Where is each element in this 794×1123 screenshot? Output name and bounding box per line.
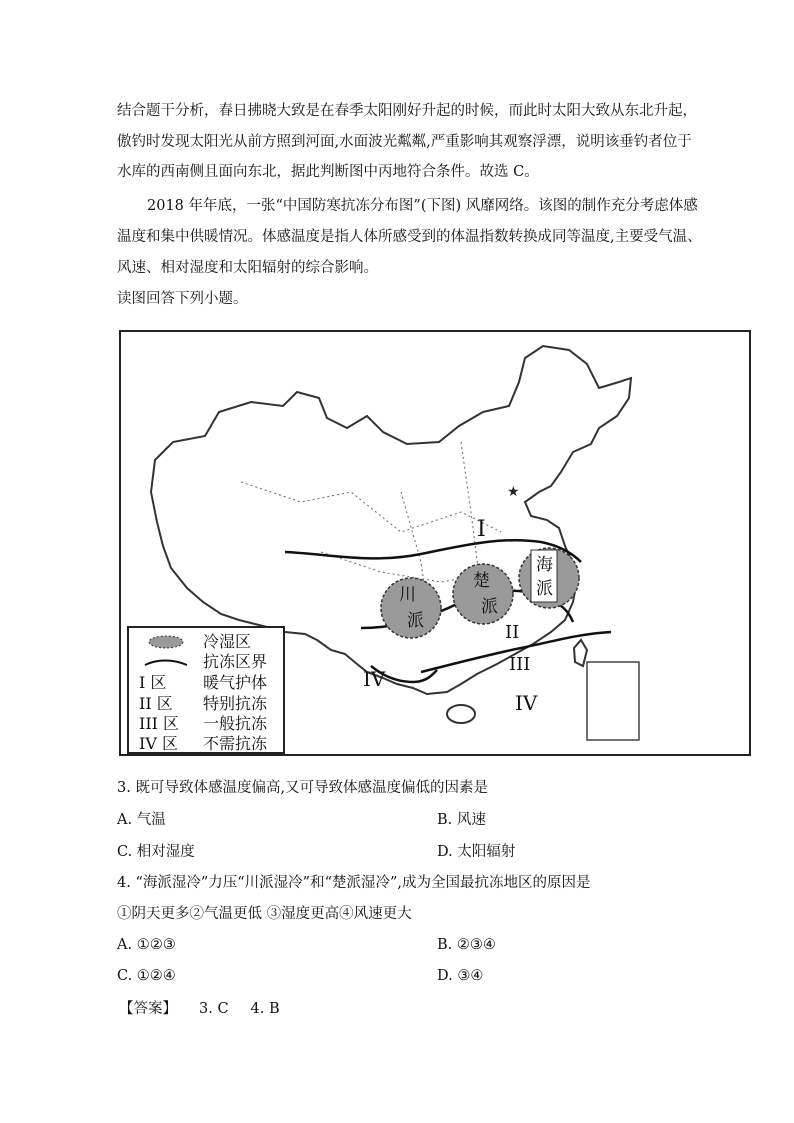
legend-row-cold-wet <box>129 632 285 652</box>
legend-zone1-text: 暖气护体 <box>203 673 268 692</box>
legend-zone3-code: III 区 <box>139 714 180 733</box>
legend-zone4-text: 不需抗冻 <box>203 734 268 753</box>
legend-zone3-text: 一般抗冻 <box>203 714 268 733</box>
legend-row-zone4 <box>129 734 285 754</box>
zone-I-label: I <box>477 517 486 542</box>
answer-q3: 3. C <box>199 1001 229 1017</box>
q3-option-d[interactable]: D. 太阳辐射 <box>437 844 516 860</box>
q4-option-c[interactable]: C. ①②④ <box>117 968 176 984</box>
legend-cold-wet-label: 冷湿区 <box>203 632 252 651</box>
south-china-sea-inset <box>587 662 639 740</box>
cold-wet-swatch <box>147 635 185 649</box>
zone-II-label: II <box>505 622 520 643</box>
legend-row-zone3 <box>129 714 285 734</box>
chu-char: 楚 <box>473 571 490 591</box>
hai-pai-char: 派 <box>536 579 553 599</box>
boundary-swatch <box>143 658 189 668</box>
legend-zone1-code: I 区 <box>139 673 167 692</box>
passage-line-1: 2018 年年底，一张“中国防寒抗冻分布图”(下图) 风靡网络。该图的制作充分考虑体感 <box>147 198 698 214</box>
chuan-pai-char: 派 <box>407 611 424 631</box>
chuan-char: 川 <box>399 585 416 605</box>
q4-option-a[interactable]: A. ①②③ <box>117 937 176 953</box>
passage-line-4: 读图回答下列小题。 <box>117 291 248 307</box>
legend-row-zone2 <box>129 694 285 714</box>
q3-stem: 3. 既可导致体感温度偏高,又可导致体感温度偏低的因素是 <box>117 780 489 796</box>
passage-line-2: 温度和集中供暖情况。体感温度是指人体所感受到的体温指数转换成同等温度,主要受气温、 <box>117 229 702 245</box>
zone-III-label: III <box>509 654 531 675</box>
intro-line-2: 傲钓时发现太阳光从前方照到河面,水面波光粼粼,严重影响其观察浮漂，说明该垂钓者位于 <box>117 134 692 150</box>
hai-char: 海 <box>536 555 553 575</box>
legend-zone2-text: 特别抗冻 <box>203 694 268 713</box>
beijing-star: ★ <box>507 484 520 500</box>
chu-pai-char: 派 <box>481 597 498 617</box>
legend-zone2-code: II 区 <box>139 694 173 713</box>
legend-boundary-label: 抗冻区界 <box>203 652 268 671</box>
q3-option-a[interactable]: A. 气温 <box>117 812 166 828</box>
passage-line-3: 风速、相对湿度和太阳辐射的综合影响。 <box>117 260 378 276</box>
q4-items: ①阴天更多②气温更低 ③湿度更高④风速更大 <box>117 906 412 922</box>
answer-label: 【答案】 <box>119 1001 177 1017</box>
q3-option-b[interactable]: B. 风速 <box>437 812 486 828</box>
intro-line-1: 结合题干分析，春日拂晓大致是在春季太阳刚好升起的时候，而此时太阳大致从东北升起， <box>117 103 697 119</box>
legend-row-zone1 <box>129 673 285 693</box>
china-cold-map-figure <box>119 330 751 756</box>
q4-stem: 4. “海派湿冷”力压“川派湿冷”和“楚派湿冷”,成为全国最抗冻地区的原因是 <box>117 875 591 891</box>
q4-option-b[interactable]: B. ②③④ <box>437 937 496 953</box>
q4-option-d[interactable]: D. ③④ <box>437 968 484 984</box>
answer-line <box>119 999 302 1019</box>
zone-IV-right-label: IV <box>515 691 538 715</box>
q3-option-c[interactable]: C. 相对湿度 <box>117 844 195 860</box>
intro-line-3: 水库的西南侧且面向东北，据此判断图中丙地符合条件。故选 C。 <box>117 164 539 180</box>
taiwan-island <box>574 640 587 666</box>
answer-q4: 4. B <box>250 1001 280 1017</box>
zone-IV-left-label: IV <box>363 667 386 691</box>
legend-zone4-code: IV 区 <box>139 734 178 753</box>
map-legend <box>127 626 285 754</box>
hainan-island <box>447 705 475 723</box>
legend-row-boundary <box>129 652 285 672</box>
